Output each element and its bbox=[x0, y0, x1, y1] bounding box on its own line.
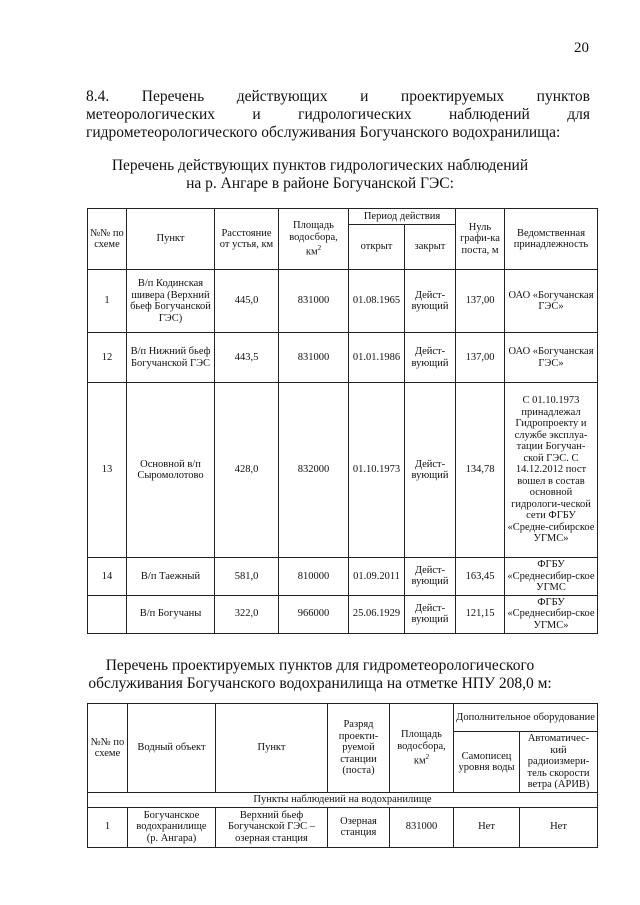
cell-area: 832000 bbox=[279, 383, 349, 558]
cell-point: В/п Богучаны bbox=[127, 595, 215, 633]
cell-num: 1 bbox=[88, 807, 128, 847]
cell-opened: 01.09.2011 bbox=[349, 558, 405, 596]
header-point: Пункт bbox=[127, 209, 215, 270]
cell-opened: 25.06.1929 bbox=[349, 595, 405, 633]
cell-zero: 137,00 bbox=[456, 333, 505, 383]
cell-num: 12 bbox=[88, 333, 127, 383]
header-closed: закрыт bbox=[405, 225, 456, 270]
header-rank: Разряд проекти-руемой станции (поста) bbox=[328, 704, 390, 793]
cell-owner: ОАО «Богучанская ГЭС» bbox=[505, 333, 598, 383]
table1-title bbox=[0, 157, 640, 193]
heading-word: 8.4. bbox=[86, 88, 110, 105]
heading-word: гидрологических bbox=[298, 106, 412, 123]
header-num: №№ по схеме bbox=[88, 209, 127, 270]
header-area-sup: 2 bbox=[317, 244, 322, 252]
cell-water: Богучанское водохранилище (р. Ангара) bbox=[128, 807, 216, 847]
header-water: Водный объект bbox=[128, 704, 216, 793]
cell-closed: Дейст-вующий bbox=[405, 333, 456, 383]
section-heading-line-1 bbox=[86, 88, 590, 106]
page-number: 20 bbox=[574, 40, 589, 56]
header-area-text: Площадь водосбора, км bbox=[397, 729, 446, 767]
header-owner: Ведомственная принадлежность bbox=[505, 209, 598, 270]
cell-closed: Дейст-вующий bbox=[405, 383, 456, 558]
cell-zero: 134,78 bbox=[456, 383, 505, 558]
cell-num: 1 bbox=[88, 270, 127, 333]
cell-closed: Дейст-вующий bbox=[405, 595, 456, 633]
header-gauge: Самописец уровня воды bbox=[454, 732, 520, 793]
heading-word: Перечень bbox=[141, 88, 205, 105]
header-area-sup: 2 bbox=[425, 753, 430, 761]
heading-word: метеорологических bbox=[86, 106, 216, 123]
header-zero: Нуль графи-ка поста, м bbox=[456, 209, 505, 270]
cell-distance: 445,0 bbox=[215, 270, 279, 333]
heading-word: действующих bbox=[236, 88, 328, 105]
table2-title-line-1: Перечень проектируемых пунктов для гидрометеорологического bbox=[105, 657, 535, 674]
header-period: Период действия bbox=[349, 209, 456, 225]
cell-area: 831000 bbox=[390, 807, 454, 847]
cell-point: В/п Таежный bbox=[127, 558, 215, 596]
section-heading bbox=[86, 88, 590, 142]
header-extra: Дополнительное оборудование bbox=[454, 704, 598, 732]
table-row bbox=[88, 270, 598, 333]
cell-area: 831000 bbox=[279, 270, 349, 333]
cell-opened: 01.01.1986 bbox=[349, 333, 405, 383]
cell-distance: 443,5 bbox=[215, 333, 279, 383]
cell-num bbox=[88, 595, 127, 633]
header-point: Пункт bbox=[216, 704, 328, 793]
table-row bbox=[88, 595, 598, 633]
cell-zero: 121,15 bbox=[456, 595, 505, 633]
table2-subheader-row bbox=[88, 793, 598, 808]
table1-title-line-2: на р. Ангаре в районе Богучанской ГЭС: bbox=[186, 175, 454, 192]
table2-header-row bbox=[88, 704, 598, 732]
table1-title-line-1: Перечень действующих пунктов гидрологических наблюдений bbox=[111, 157, 529, 174]
cell-num: 13 bbox=[88, 383, 127, 558]
table2-title-line-2: обслуживания Богучанского водохранилища на отметке НПУ 208,0 м: bbox=[88, 675, 552, 692]
section-heading-line-3: гидрометеорологического обслуживания Богучанского водохранилища: bbox=[86, 124, 561, 141]
cell-ariv: Нет bbox=[520, 807, 598, 847]
heading-word: и bbox=[360, 88, 369, 105]
header-distance: Расстояние от устья, км bbox=[215, 209, 279, 270]
cell-zero: 137,00 bbox=[456, 270, 505, 333]
cell-owner: ФГБУ «Среднесибир-ское УГМС» bbox=[505, 595, 598, 633]
heading-word: и bbox=[252, 106, 261, 123]
table-row bbox=[88, 383, 598, 558]
heading-word: пунктов bbox=[536, 88, 590, 105]
heading-word: наблюдений bbox=[448, 106, 530, 123]
cell-closed: Дейст-вующий bbox=[405, 558, 456, 596]
subheader: Пункты наблюдений на водохранилище bbox=[88, 793, 598, 808]
section-heading-line-2 bbox=[86, 106, 590, 124]
cell-owner: ОАО «Богучанская ГЭС» bbox=[505, 270, 598, 333]
header-area bbox=[390, 704, 454, 793]
header-area bbox=[279, 209, 349, 270]
table1-header-row bbox=[88, 209, 598, 225]
cell-rank: Озерная станция bbox=[328, 807, 390, 847]
cell-point: Верхний бьеф Богучанской ГЭС – озерная станция bbox=[216, 807, 328, 847]
cell-area: 831000 bbox=[279, 333, 349, 383]
header-opened: открыт bbox=[349, 225, 405, 270]
cell-point: В/п Нижний бьеф Богучанской ГЭС bbox=[127, 333, 215, 383]
cell-gauge: Нет bbox=[454, 807, 520, 847]
cell-distance: 581,0 bbox=[215, 558, 279, 596]
table-row bbox=[88, 807, 598, 847]
header-num: №№ по схеме bbox=[88, 704, 128, 793]
header-area-text: Площадь водосбора, км bbox=[289, 220, 338, 258]
cell-point: Основной в/п Сыромолотово bbox=[127, 383, 215, 558]
cell-zero: 163,45 bbox=[456, 558, 505, 596]
cell-closed: Дейст-вующий bbox=[405, 270, 456, 333]
cell-num: 14 bbox=[88, 558, 127, 596]
heading-word: для bbox=[567, 106, 590, 123]
cell-area: 966000 bbox=[279, 595, 349, 633]
table-row bbox=[88, 558, 598, 596]
table2-title bbox=[0, 657, 640, 693]
heading-word: проектируемых bbox=[400, 88, 505, 105]
cell-opened: 01.08.1965 bbox=[349, 270, 405, 333]
cell-opened: 01.10.1973 bbox=[349, 383, 405, 558]
header-ariv: Автоматичес-кий радиоизмери-тель скорости ветра (АРИВ) bbox=[520, 732, 598, 793]
cell-area: 810000 bbox=[279, 558, 349, 596]
table-row bbox=[88, 333, 598, 383]
cell-owner: ФГБУ «Среднесибир-ское УГМС bbox=[505, 558, 598, 596]
cell-distance: 322,0 bbox=[215, 595, 279, 633]
cell-point: В/п Кодинская шивера (Верхний бьеф Богучанской ГЭС) bbox=[127, 270, 215, 333]
cell-owner: С 01.10.1973 принадлежал Гидропроекту и службе эксплуа-тации Богучан-ской ГЭС. С 14.12.2012 пост вошел в состав основной гидрологи-ческой сети ФГБУ «Средне-сибирское УГМС» bbox=[505, 383, 598, 558]
projected-stations-table bbox=[87, 703, 598, 848]
cell-distance: 428,0 bbox=[215, 383, 279, 558]
active-stations-table bbox=[87, 208, 598, 634]
